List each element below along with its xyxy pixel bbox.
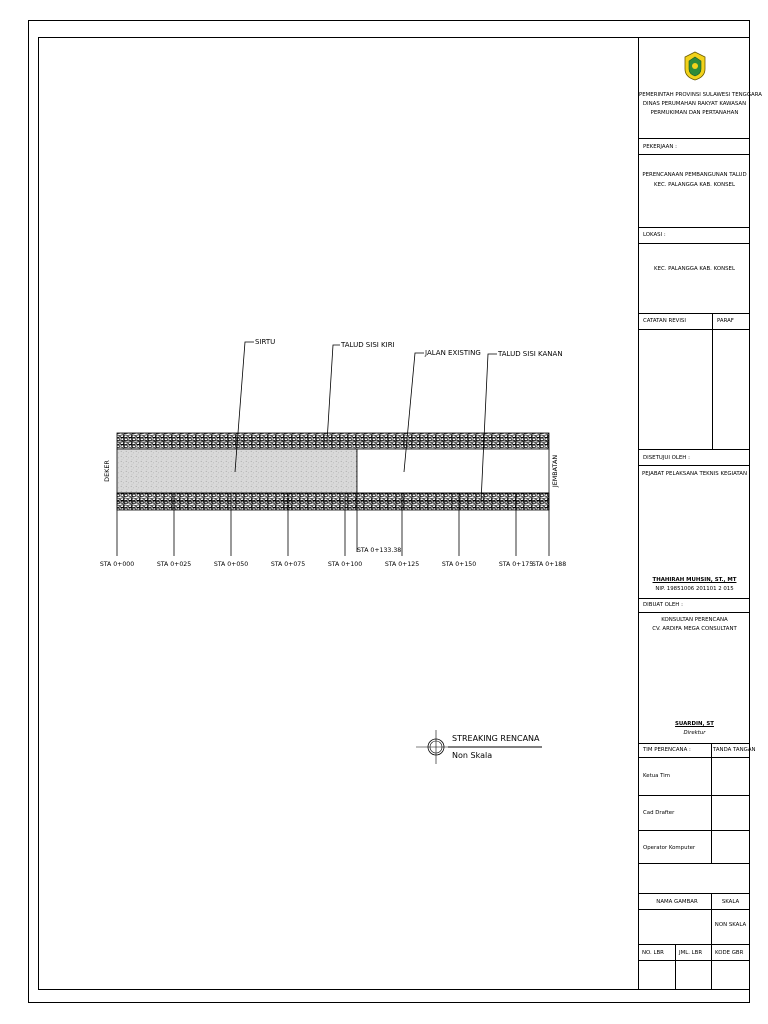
- sta-label: STA 0+000: [99, 561, 135, 568]
- sta-special-label: STA 0+133.38: [357, 547, 402, 554]
- end-label-deker: DEKER: [103, 460, 111, 482]
- agency-line-3: PERMUKIMAN DAN PERTANAHAN: [650, 110, 739, 116]
- tim-perencana-label: TIM PERENCANA :: [643, 747, 691, 753]
- road-strip: [117, 433, 549, 510]
- sta-label: STA 0+150: [441, 561, 477, 568]
- sta-label: STA 0+175: [498, 561, 534, 568]
- director-name: SUARDIN, ST: [675, 721, 714, 727]
- consultant-line-2: CV. ARDIFA MEGA CONSULTANT: [652, 626, 737, 632]
- sta-label: STA 0+050: [213, 561, 249, 568]
- approver-name: THAHIRAH MUHSIN, ST., MT: [652, 577, 737, 583]
- agency-line-1: PEMERINTAH PROVINSI SULAWESI TENGGARA: [639, 92, 762, 98]
- jalan-existing-area: [357, 449, 549, 493]
- sta-label: STA 0+125: [384, 561, 420, 568]
- lokasi-value: KEC. PALANGGA KAB. KONSEL: [654, 266, 735, 272]
- kode-gbr-label: KODE GBR: [715, 950, 744, 956]
- province-emblem-icon: [683, 51, 707, 81]
- sta-label: STA 0+025: [156, 561, 192, 568]
- pekerjaan-line-2: KEC. PALANGGA KAB. KONSEL: [654, 182, 735, 188]
- team-ketua-tim: Ketua Tim: [643, 773, 671, 779]
- skala-value: NON SKALA: [714, 922, 747, 928]
- sta-label: STA 0+100: [327, 561, 363, 568]
- sta-label: STA 0+075: [270, 561, 306, 568]
- callout-sirtu-label: SIRTU: [255, 338, 276, 346]
- paraf-label: PARAF: [717, 318, 734, 324]
- talud-right-band: [117, 493, 549, 510]
- no-lbr-label: NO. LBR: [642, 950, 664, 956]
- agency-line-2: DINAS PERUMAHAN RAKYAT KAWASAN: [642, 101, 747, 107]
- director-title: Direktur: [683, 730, 706, 736]
- approver-nip: NIP. 19851006 201101 2 015: [655, 586, 734, 592]
- disetujui-role: PEJABAT PELAKSANA TEKNIS KEGIATAN: [641, 471, 748, 477]
- legend-title: STREAKING RENCANA: [452, 734, 540, 743]
- sirtu-fill: [117, 449, 357, 493]
- legend-subtitle: Non Skala: [452, 751, 493, 760]
- disetujui-label: DISETUJUI OLEH :: [643, 455, 690, 461]
- end-label-jembatan: JEMBATAN: [551, 454, 559, 488]
- callout-jalan-existing-label: JALAN EXISTING: [425, 349, 481, 357]
- consultant-line-1: KONSULTAN PERENCANA: [661, 617, 728, 623]
- skala-label: SKALA: [721, 899, 740, 905]
- sta-label: STA 0+188: [531, 561, 567, 568]
- callout-talud-sisi-kiri: [327, 341, 395, 442]
- pekerjaan-label: PEKERJAAN :: [643, 144, 677, 150]
- callout-talud-kanan-label: TALUD SISI KANAN: [498, 350, 563, 358]
- callout-talud-kiri-label: TALUD SISI KIRI: [341, 341, 395, 349]
- team-cad-drafter: Cad Drafter: [643, 810, 675, 816]
- lokasi-label: LOKASI :: [643, 232, 666, 238]
- jml-lbr-label: JML. LBR: [679, 950, 703, 956]
- title-block: [638, 37, 762, 990]
- legend-streaking: [416, 730, 542, 764]
- catatan-revisi-label: CATATAN REVISI: [643, 318, 686, 324]
- tanda-tangan-label: TANDA TANGAN: [713, 747, 756, 753]
- dibuat-label: DIBUAT OLEH :: [643, 602, 683, 608]
- nama-gambar-label: NAMA GAMBAR: [656, 899, 698, 905]
- team-operator-komputer: Operator Komputer: [643, 845, 696, 851]
- pekerjaan-line-1: PERENCANAAN PEMBANGUNAN TALUD: [642, 172, 747, 178]
